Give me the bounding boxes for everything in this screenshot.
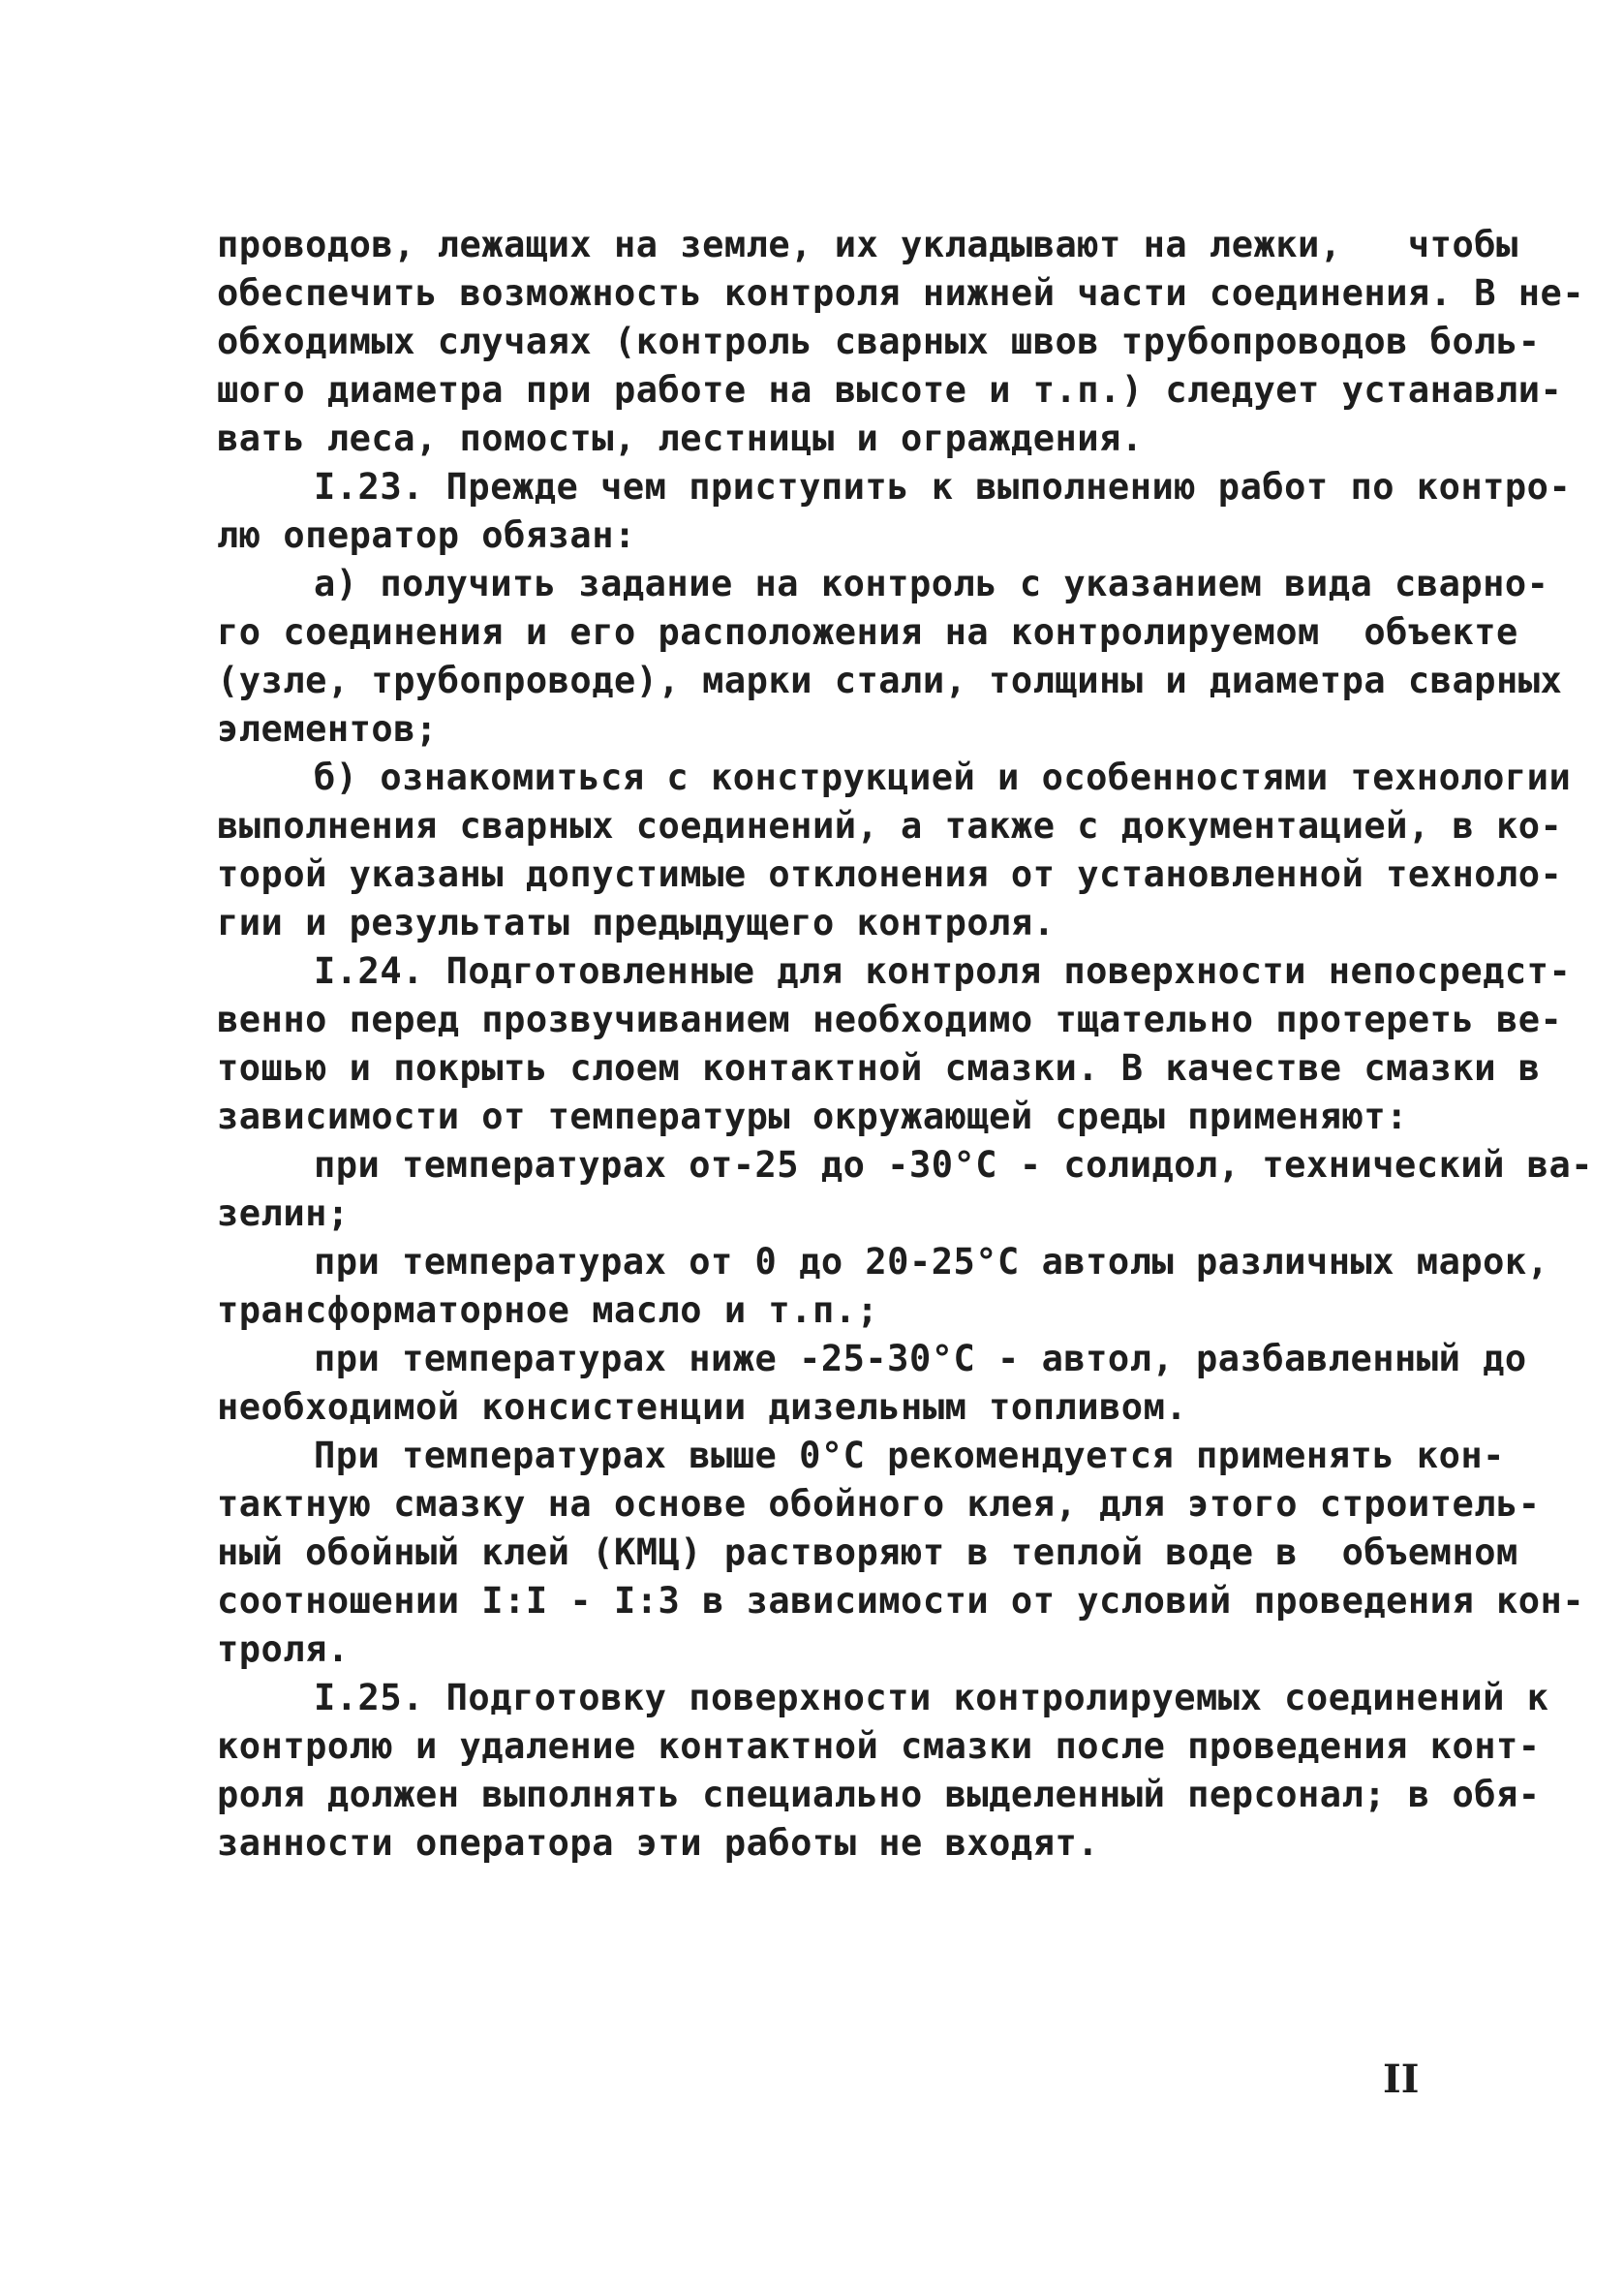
text-line: а) получить задание на контроль с указанием вида сварно-	[314, 563, 1549, 604]
text-line: тактную смазку на основе обойного клея, для этого строитель-	[217, 1483, 1541, 1525]
text-line: троля.	[217, 1628, 350, 1670]
text-line: б) ознакомиться с конструкцией и особенностями технологии	[314, 757, 1572, 798]
text-line: I.24. Подготовленные для контроля поверхности непосредст-	[314, 950, 1572, 992]
text-line: (узле, трубопроводе), марки стали, толщины и диаметра сварных	[217, 660, 1563, 701]
text-line: лю оператор обязан:	[217, 514, 636, 556]
page-number: II	[1383, 2056, 1420, 2102]
text-line: го соединения и его расположения на контролируемом объекте	[217, 611, 1518, 653]
text-line: обходимых случаях (контроль сварных швов трубопроводов боль-	[217, 321, 1541, 362]
text-line: венно перед прозвучиванием необходимо тщательно протереть ве-	[217, 999, 1563, 1040]
text-line: проводов, лежащих на земле, их укладывают на лежки, чтобы	[217, 224, 1518, 265]
text-line: роля должен выполнять специально выделенный персонал; в обя-	[217, 1774, 1541, 1815]
text-line: при температурах ниже -25-30°С - автол, разбавленный до	[314, 1338, 1527, 1379]
text-line: При температурах выше 0°С рекомендуется применять кон-	[314, 1435, 1505, 1476]
text-line: шого диаметра при работе на высоте и т.п.) следует устанавли-	[217, 369, 1563, 411]
text-line: контролю и удаление контактной смазки после проведения конт-	[217, 1725, 1541, 1767]
text-line: соотношении I:I - I:3 в зависимости от условий проведения кон-	[217, 1580, 1585, 1622]
text-line: необходимой консистенции дизельным топливом.	[217, 1386, 1188, 1428]
text-line: зелин;	[217, 1192, 350, 1234]
text-line: ный обойный клей (КМЦ) растворяют в теплой воде в объемном	[217, 1531, 1518, 1573]
text-line: тошью и покрыть слоем контактной смазки. В качестве смазки в	[217, 1047, 1541, 1089]
text-line: вать леса, помосты, лестницы и ограждения.	[217, 417, 1144, 459]
text-line: гии и результаты предыдущего контроля.	[217, 902, 1056, 943]
text-line: при температурах от 0 до 20-25°С автолы различных марок,	[314, 1241, 1549, 1283]
text-line: при температурах от-25 до -30°С - солидол, технический ва-	[314, 1144, 1594, 1186]
text-line: I.25. Подготовку поверхности контролируемых соединений к	[314, 1677, 1549, 1718]
text-line: элементов;	[217, 708, 438, 750]
text-line: I.23. Прежде чем приступить к выполнению работ по контро-	[314, 466, 1572, 508]
text-line: обеспечить возможность контроля нижней части соединения. В не-	[217, 272, 1585, 314]
text-line: выполнения сварных соединений, а также с документацией, в ко-	[217, 805, 1563, 847]
text-line: зависимости от температуры окружающей среды применяют:	[217, 1096, 1408, 1137]
text-line: занности оператора эти работы не входят.	[217, 1822, 1100, 1864]
text-line: трансформаторное масло и т.п.;	[217, 1289, 879, 1331]
text-line: торой указаны допустимые отклонения от установленной техноло-	[217, 853, 1563, 895]
